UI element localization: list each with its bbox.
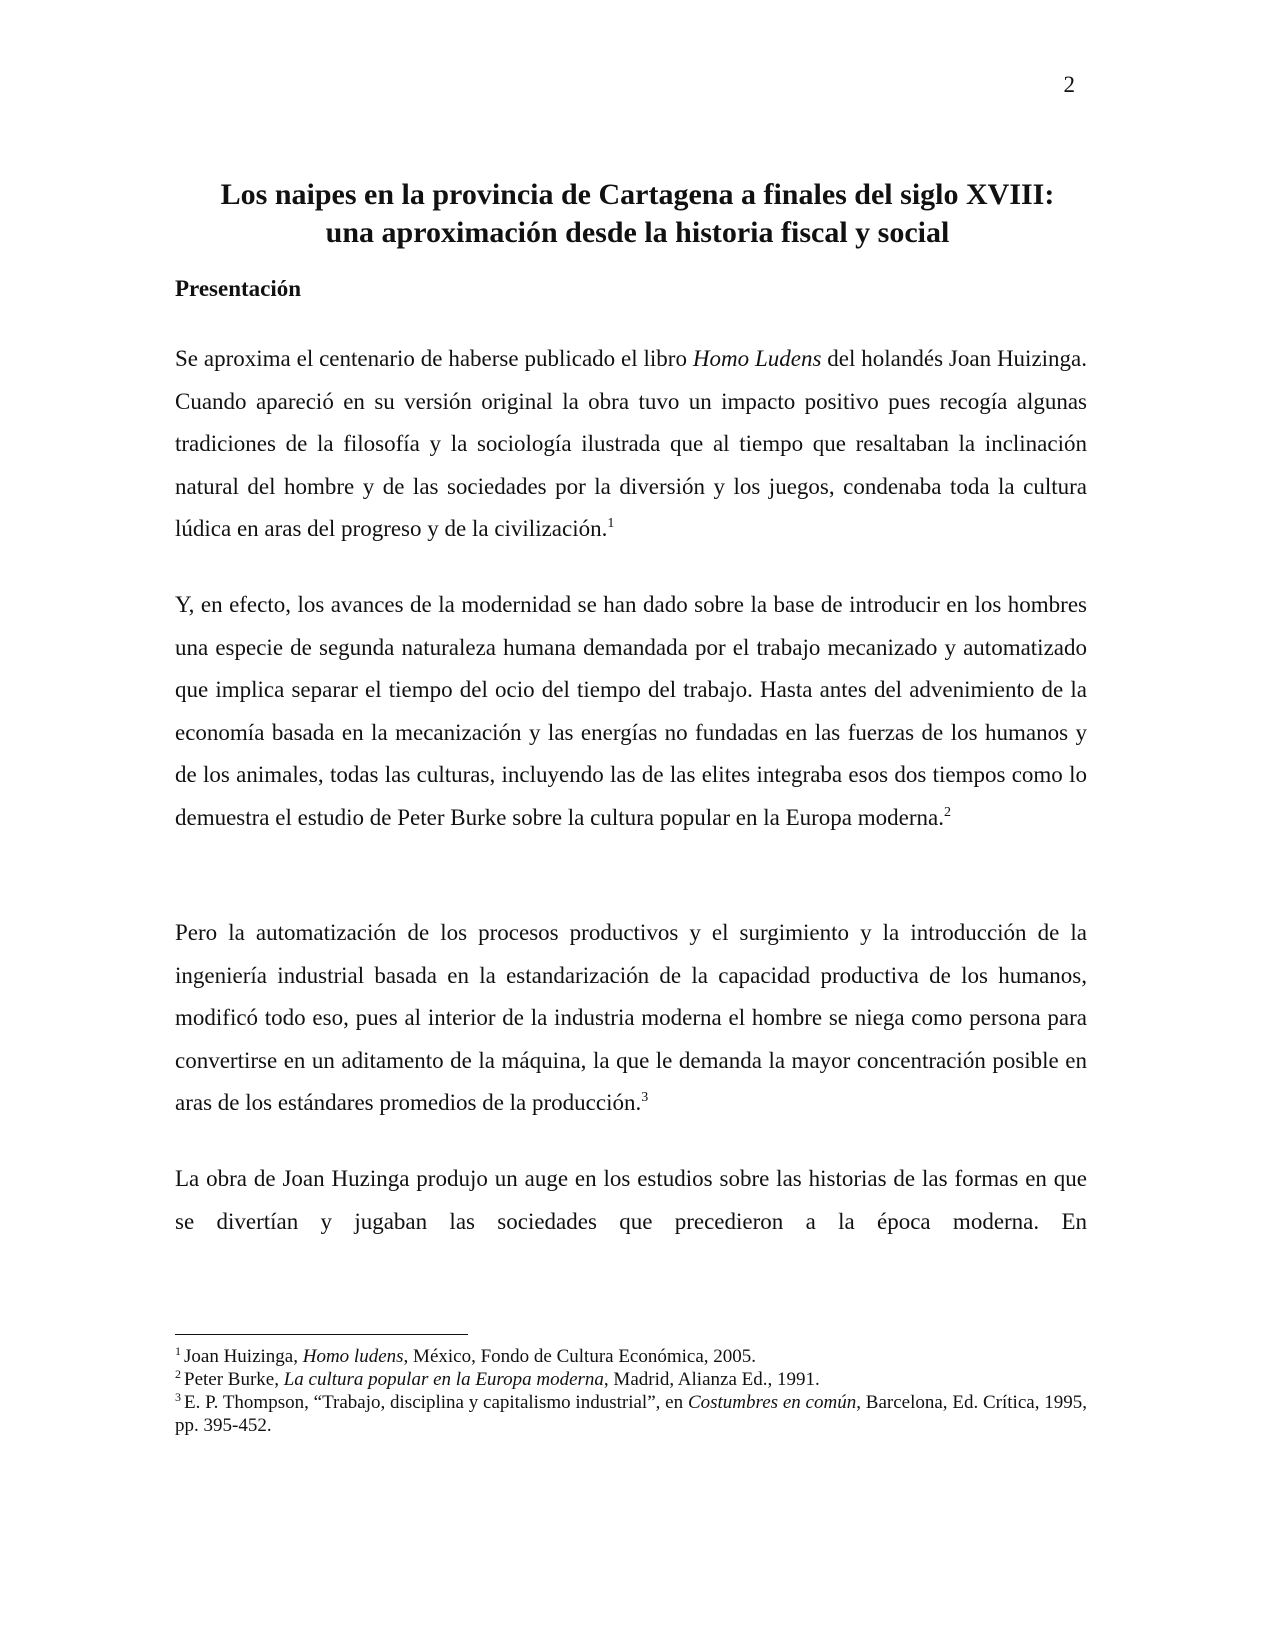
paragraph-4-block — [175, 1158, 1087, 1243]
footnote-ref-3[interactable]: 3 — [641, 1090, 649, 1105]
paragraph-2 — [175, 584, 1087, 839]
footnote-italic-title: Costumbres en común — [687, 1392, 857, 1413]
paragraph-4: La obra de Joan Huzinga produjo un auge en los estudios sobre las historias de las formas en que se divertían y jugaban las sociedades que precedieron a la época moderna. En — [175, 1166, 1087, 1234]
footnote-1 — [175, 1345, 1087, 1368]
paragraph-3-block — [175, 912, 1087, 1125]
footnote-number: 2 — [175, 1367, 181, 1381]
footnote-text: Peter Burke, — [184, 1369, 284, 1390]
footnote-text: , Madrid, Alianza Ed., 1991. — [603, 1369, 820, 1390]
footnote-ref-2[interactable]: 2 — [943, 804, 951, 820]
title-line-2: una aproximación desde la historia fiscal y social — [325, 216, 950, 249]
document-title — [175, 176, 1100, 252]
paragraph-1 — [175, 338, 1087, 551]
paragraph-2-block — [175, 584, 1087, 839]
footnote-italic-title: Homo ludens — [302, 1346, 404, 1367]
paragraph-2-text: Y, en efecto, los avances de la modernidad se han dado sobre la base de introducir en los hombres una especie de segunda naturaleza humana demandada por el trabajo mecanizado y automatizado que implica separar el tiempo del ocio del tiempo del trabajo. Hasta antes del advenimiento de la economía basada en la mecanización y las energías no fundadas en las fuerzas de los humanos y de los animales, todas las culturas, incluyendo las de las elites integraba esos dos tiempos como lo demuestra el estudio de Peter Burke sobre la cultura popular en la Europa moderna. — [175, 592, 1087, 830]
footnote-2 — [175, 1368, 1087, 1391]
footnotes — [175, 1345, 1087, 1437]
page-number: 2 — [1063, 72, 1075, 97]
footnote-3 — [175, 1391, 1087, 1437]
footnote-text: E. P. Thompson, “Trabajo, disciplina y capitalismo industrial”, en — [184, 1392, 688, 1413]
footnote-separator — [175, 1334, 468, 1335]
footnote-text: Joan Huizinga, — [184, 1346, 303, 1367]
title-line-1: Los naipes en la provincia de Cartagena a finales del siglo XVIII: — [220, 178, 1055, 211]
paragraph-1-block — [175, 338, 1087, 551]
footnote-ref-1[interactable]: 1 — [607, 516, 615, 531]
footnote-number: 1 — [175, 1344, 181, 1358]
paragraph-1-text-b: del holandés Joan Huizinga. Cuando apareció en su versión original la obra tuvo un impacto positivo pues recogía algunas tradiciones de la filosofía y la sociología ilustrada que al tiempo que resaltaban la inclinación natural del hombre y de las sociedades por la diversión y los juegos, condenaba toda la cultura lúdica en aras del progreso y de la civilización. — [175, 346, 1088, 541]
footnote-text: , Barcelona, Ed. Crítica, 1995, pp. 395-452. — [175, 1392, 1088, 1436]
paragraph-1-text-a: Se aproxima el centenario de haberse publicado el libro — [175, 346, 693, 371]
footnote-number: 3 — [175, 1390, 181, 1404]
footnote-text: , México, Fondo de Cultura Económica, 2005. — [403, 1346, 757, 1367]
section-heading: Presentación — [175, 276, 302, 301]
footnote-italic-title: La cultura popular en la Europa moderna — [283, 1369, 604, 1390]
paragraph-1-italic-title: Homo Ludens — [692, 346, 822, 371]
paragraph-3 — [175, 912, 1087, 1125]
paragraph-3-text: Pero la automatización de los procesos productivos y el surgimiento y la introducción de la ingeniería industrial basada en la estandarización de la capacidad productiva de los humanos, modificó todo eso, pues al interior de la industria moderna el hombre se niega como persona para convertirse en un aditamento de la máquina, la que le demanda la mayor concentración posible en aras de los estándares promedios de la producción. — [175, 920, 1087, 1115]
